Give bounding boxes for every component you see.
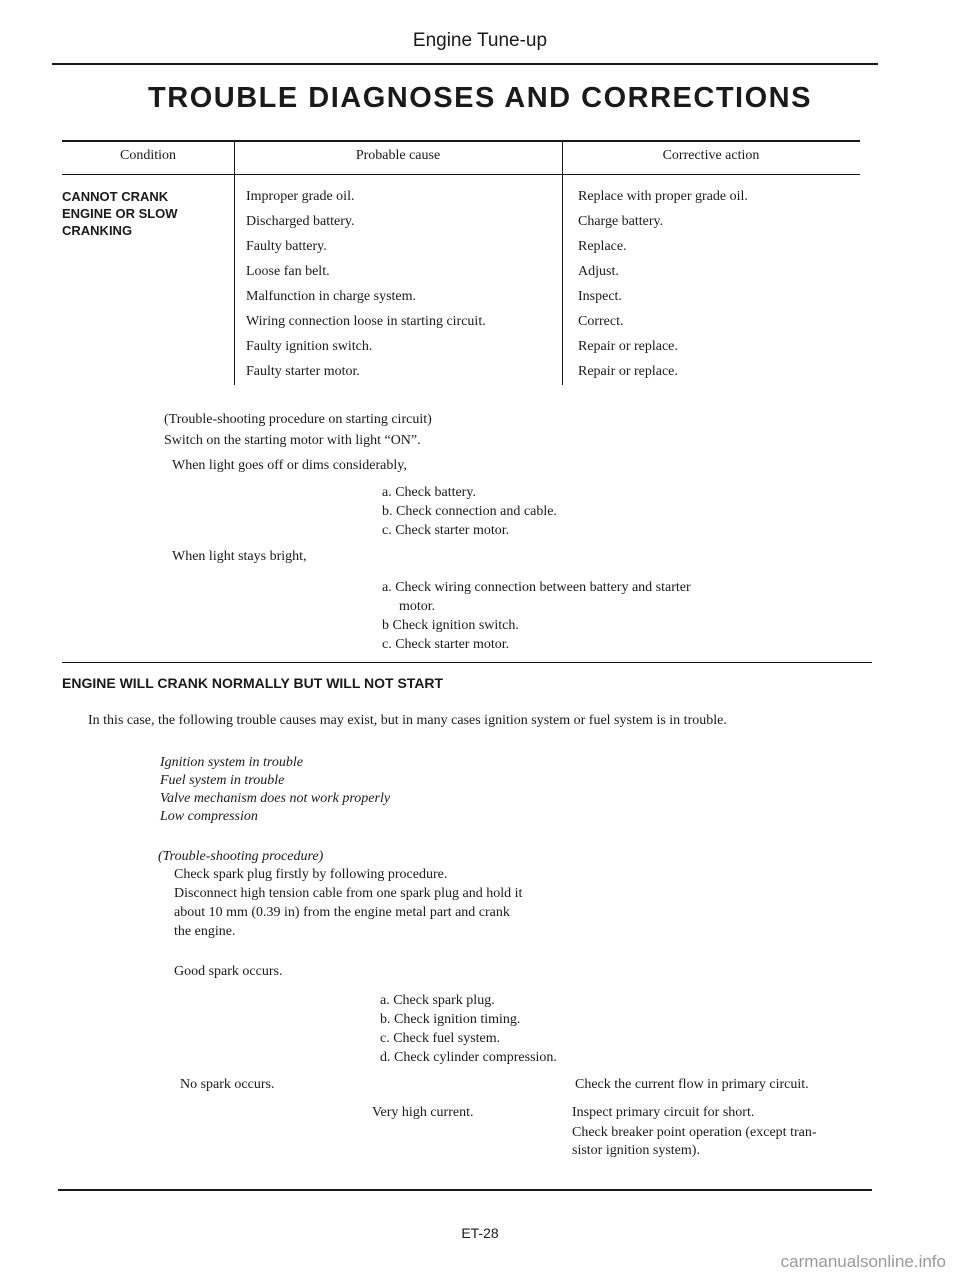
when-bright-label: When light stays bright,: [172, 549, 307, 564]
page-number: ET-28: [461, 1225, 499, 1241]
action-cell: Charge battery.: [578, 214, 664, 229]
no-spark-label: No spark occurs.: [180, 1077, 275, 1092]
cause-cell: Improper grade oil.: [246, 189, 355, 204]
cause-cell: Loose fan belt.: [246, 264, 330, 279]
table-header-rule: [62, 174, 860, 175]
starting-procedure-title: (Trouble-shooting procedure on starting circuit): [164, 412, 432, 427]
cause-cell: Wiring connection loose in starting circuit.: [246, 314, 486, 329]
check-step: b. Check connection and cable.: [382, 504, 557, 519]
column-header-probable-cause: Probable cause: [355, 148, 441, 163]
high-current-action: sistor ignition system).: [572, 1143, 700, 1158]
very-high-current-label: Very high current.: [372, 1105, 474, 1120]
action-cell: Replace.: [578, 239, 627, 254]
page-title: TROUBLE DIAGNOSES AND CORRECTIONS: [148, 82, 812, 114]
condition-cell: [62, 188, 178, 239]
starting-switch-line: Switch on the starting motor with light “ON”.: [164, 433, 421, 448]
procedure-line: about 10 mm (0.39 in) from the engine metal part and crank: [174, 905, 510, 920]
table-col-divider-2: [562, 142, 563, 385]
procedure-line: Disconnect high tension cable from one spark plug and hold it: [174, 886, 523, 901]
check-step: c. Check starter motor.: [382, 523, 510, 538]
check-step: a. Check spark plug.: [380, 993, 495, 1008]
procedure-line: the engine.: [174, 924, 236, 939]
running-header: Engine Tune-up: [412, 30, 548, 51]
action-cell: Adjust.: [578, 264, 619, 279]
check-step: a. Check battery.: [382, 485, 476, 500]
table-top-rule: [62, 140, 860, 142]
header-rule: [52, 63, 878, 65]
high-current-action: Inspect primary circuit for short.: [572, 1105, 755, 1120]
check-step: a. Check wiring connection between battery and starter: [382, 580, 691, 595]
cause-item: Fuel system in trouble: [160, 773, 285, 788]
action-cell: Replace with proper grade oil.: [578, 189, 748, 204]
action-cell: Inspect.: [578, 289, 622, 304]
check-step: c. Check fuel system.: [380, 1031, 501, 1046]
table-col-divider-1: [234, 142, 235, 385]
action-cell: Repair or replace.: [578, 339, 678, 354]
check-step: d. Check cylinder compression.: [380, 1050, 557, 1065]
footer-rule: [58, 1189, 872, 1191]
action-cell: Repair or replace.: [578, 364, 678, 379]
cause-item: Valve mechanism does not work properly: [160, 791, 391, 806]
intro-paragraph: In this case, the following trouble causes may exist, but in many cases ignition system or fuel system is in trouble.: [88, 713, 727, 728]
condition-line: CRANKING: [62, 223, 133, 238]
high-current-action: Check breaker point operation (except tran-: [572, 1125, 817, 1140]
cause-cell: Faulty battery.: [246, 239, 327, 254]
action-cell: Correct.: [578, 314, 624, 329]
section-rule: [62, 662, 872, 663]
column-header-condition: Condition: [119, 148, 176, 163]
procedure-title: (Trouble-shooting procedure): [158, 849, 324, 864]
check-step: c. Check starter motor.: [382, 637, 510, 652]
when-dims-label: When light goes off or dims considerably,: [172, 458, 407, 473]
procedure-line: Check spark plug firstly by following procedure.: [174, 867, 448, 882]
check-step: b. Check ignition timing.: [380, 1012, 521, 1027]
cause-cell: Malfunction in charge system.: [246, 289, 417, 304]
cause-item: Ignition system in trouble: [160, 755, 303, 770]
section-heading: ENGINE WILL CRANK NORMALLY BUT WILL NOT START: [62, 675, 444, 691]
cause-cell: Faulty starter motor.: [246, 364, 360, 379]
cause-item: Low compression: [160, 809, 258, 824]
good-spark-label: Good spark occurs.: [174, 964, 283, 979]
cause-cell: Discharged battery.: [246, 214, 355, 229]
condition-line: ENGINE OR SLOW: [62, 206, 178, 221]
watermark: carmanualsonline.info: [780, 1252, 946, 1271]
check-step: b Check ignition switch.: [382, 618, 519, 633]
cause-cell: Faulty ignition switch.: [246, 339, 373, 354]
condition-line: CANNOT CRANK: [62, 189, 169, 204]
current-check: Check the current flow in primary circuit.: [575, 1077, 809, 1092]
column-header-corrective-action: Corrective action: [662, 148, 760, 163]
check-step: motor.: [399, 599, 436, 614]
